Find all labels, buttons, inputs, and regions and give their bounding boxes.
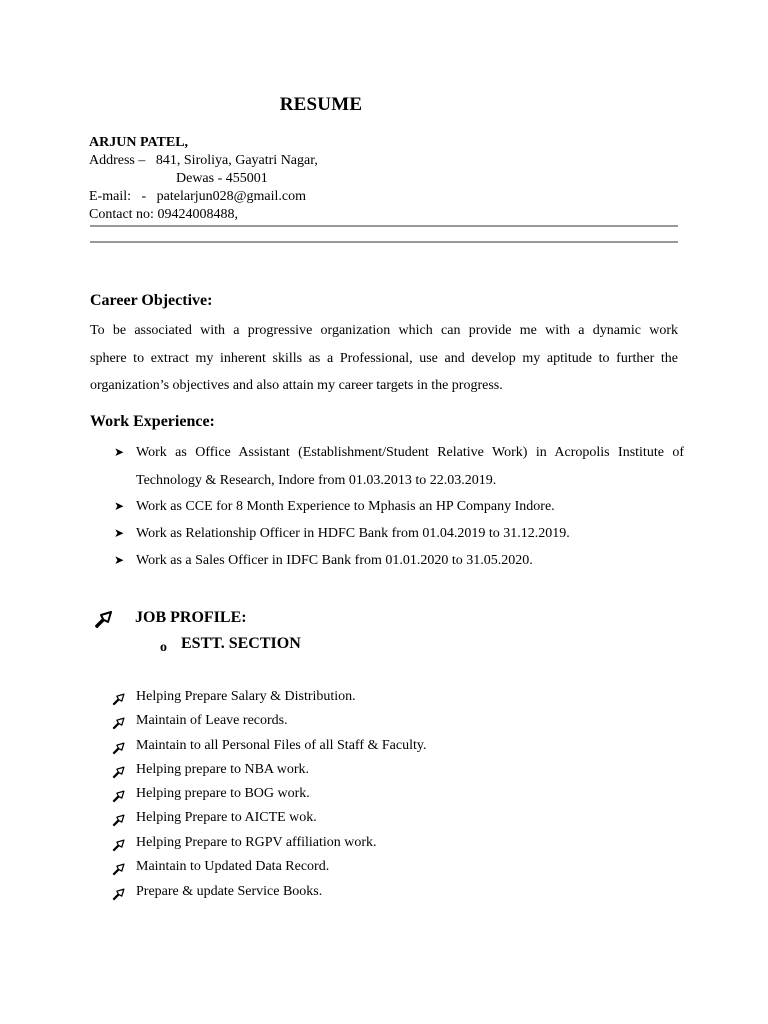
arrowhead-bullet-icon: ➤ xyxy=(114,445,125,459)
contact-block xyxy=(89,134,318,224)
circle-bullet-icon: o xyxy=(160,640,167,655)
pointing-hand-icon xyxy=(112,789,126,803)
pointing-hand-icon xyxy=(112,716,126,730)
duty-text: Prepare & update Service Books. xyxy=(136,884,323,899)
section-title: ESTT. SECTION xyxy=(181,635,301,652)
experience-line: Work as a Sales Officer in IDFC Bank from 01.01.2020 to 31.05.2020. xyxy=(136,553,533,568)
duty-text: Helping Prepare to AICTE wok. xyxy=(136,810,317,825)
duty-text: Helping Prepare Salary & Distribution. xyxy=(136,689,356,704)
applicant-name: ARJUN PATEL, xyxy=(89,135,189,150)
address-label: Address – xyxy=(89,153,146,168)
duty-text: Helping Prepare to RGPV affiliation work. xyxy=(136,835,377,850)
resume-title: RESUME xyxy=(279,94,363,115)
pointing-hand-icon xyxy=(112,765,126,779)
objective-line: organization’s objectives and also attain my career targets in the progress. xyxy=(90,378,503,393)
duty-text: Maintain of Leave records. xyxy=(136,713,288,728)
pointing-hand-icon xyxy=(112,813,126,827)
duty-text: Maintain to all Personal Files of all Staff & Faculty. xyxy=(136,738,427,753)
phone-row xyxy=(89,206,318,224)
email-row xyxy=(89,188,318,206)
phone-label: Contact no: xyxy=(89,207,154,222)
divider-bottom xyxy=(90,241,678,243)
experience-line-cont: Technology & Research, Indore from 01.03.2013 to 22.03.2019. xyxy=(136,472,497,488)
address-row-2 xyxy=(89,170,318,188)
pointing-hand-icon xyxy=(94,609,114,629)
divider-top xyxy=(90,225,678,227)
career-objective-text xyxy=(90,317,678,400)
job-profile-heading: JOB PROFILE: xyxy=(135,609,247,626)
address-line-1: 841, Siroliya, Gayatri Nagar, xyxy=(155,153,318,168)
experience-line: Work as CCE for 8 Month Experience to Mphasis an HP Company Indore. xyxy=(136,499,555,514)
pointing-hand-icon xyxy=(112,838,126,852)
arrowhead-bullet-icon: ➤ xyxy=(114,526,125,540)
email-label: E-mail: - xyxy=(89,189,147,204)
address-row xyxy=(89,152,318,170)
experience-line: Work as Relationship Officer in HDFC Bank from 01.04.2019 to 31.12.2019. xyxy=(136,526,570,541)
pointing-hand-icon xyxy=(112,862,126,876)
experience-line: Work as Office Assistant (Establishment/Student Relative Work) in Acropolis Institute of xyxy=(136,445,684,460)
list-item xyxy=(114,439,684,494)
objective-line: sphere to extract my inherent skills as a Professional, use and develop my aptitude to further the xyxy=(90,350,678,366)
email-address: patelarjun028@gmail.com xyxy=(156,189,307,204)
arrowhead-bullet-icon: ➤ xyxy=(114,553,125,567)
work-experience-heading: Work Experience: xyxy=(90,413,215,430)
pointing-hand-icon xyxy=(112,887,126,901)
pointing-hand-icon xyxy=(112,741,126,755)
arrowhead-bullet-icon: ➤ xyxy=(114,499,125,513)
objective-line: To be associated with a progressive organization which can provide me with a dynamic work xyxy=(90,323,678,338)
duty-text: Helping prepare to BOG work. xyxy=(136,786,310,801)
list-item xyxy=(114,547,684,575)
phone-number: 09424008488, xyxy=(157,207,238,222)
list-item xyxy=(114,520,684,548)
pointing-hand-icon xyxy=(112,692,126,706)
address-line-2: Dewas - 455001 xyxy=(176,171,268,186)
duty-text: Helping prepare to NBA work. xyxy=(136,762,310,777)
career-objective-heading: Career Objective: xyxy=(90,292,213,309)
list-item xyxy=(114,493,684,521)
duty-text: Maintain to Updated Data Record. xyxy=(136,859,330,874)
